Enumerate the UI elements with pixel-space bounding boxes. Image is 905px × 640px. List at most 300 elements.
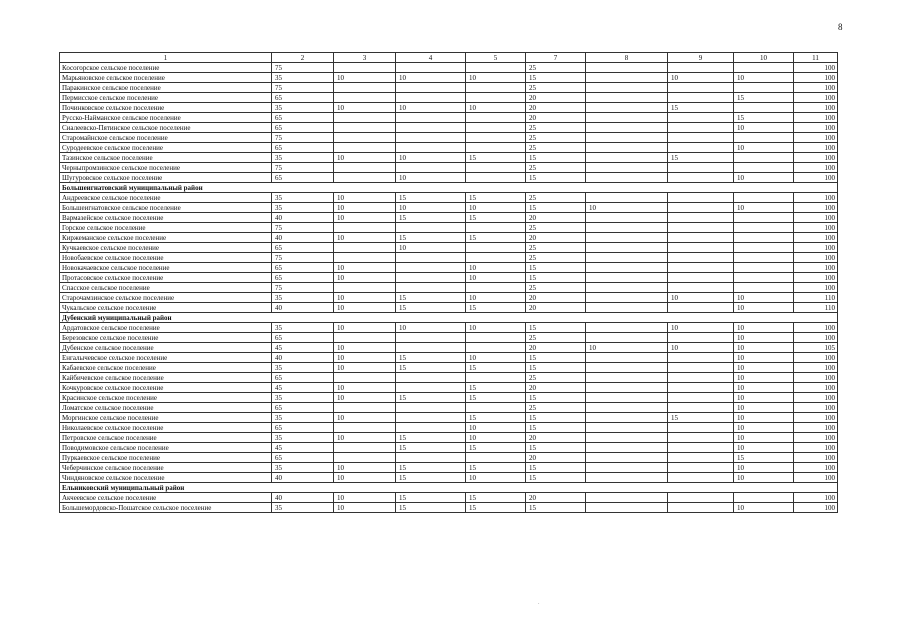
value-cell: 10 bbox=[466, 323, 526, 333]
value-cell bbox=[586, 133, 668, 143]
value-cell: 10 bbox=[334, 383, 396, 393]
value-cell: 10 bbox=[734, 343, 794, 353]
value-cell bbox=[734, 63, 794, 73]
total-cell: 100 bbox=[794, 63, 838, 73]
value-cell: 15 bbox=[526, 393, 586, 403]
value-cell: 10 bbox=[466, 423, 526, 433]
value-cell: 15 bbox=[526, 443, 586, 453]
value-cell: 65 bbox=[272, 263, 334, 273]
value-cell bbox=[396, 163, 466, 173]
value-cell: 15 bbox=[396, 463, 466, 473]
settlement-name: Старомайнское сельское поселение bbox=[60, 133, 272, 143]
value-cell bbox=[586, 253, 668, 263]
value-cell: 15 bbox=[396, 393, 466, 403]
value-cell bbox=[466, 123, 526, 133]
value-cell: 15 bbox=[526, 473, 586, 483]
value-cell: 15 bbox=[734, 93, 794, 103]
value-cell bbox=[586, 413, 668, 423]
settlement-name: Ломатское сельское поселение bbox=[60, 403, 272, 413]
total-cell: 100 bbox=[794, 323, 838, 333]
table-row bbox=[60, 343, 838, 353]
total-cell: 100 bbox=[794, 463, 838, 473]
table-row bbox=[60, 333, 838, 343]
value-cell: 15 bbox=[526, 423, 586, 433]
column-header: 4 bbox=[396, 53, 466, 63]
settlement-name: Паракинское сельское поселение bbox=[60, 83, 272, 93]
value-cell: 65 bbox=[272, 113, 334, 123]
table-row bbox=[60, 163, 838, 173]
settlement-name: Вармазейское сельское поселение bbox=[60, 213, 272, 223]
column-header: 7 bbox=[526, 53, 586, 63]
value-cell: 15 bbox=[466, 213, 526, 223]
value-cell: 35 bbox=[272, 393, 334, 403]
value-cell: 15 bbox=[466, 383, 526, 393]
settlement-name: Пермисское сельское поселение bbox=[60, 93, 272, 103]
value-cell: 10 bbox=[668, 343, 734, 353]
value-cell: 10 bbox=[334, 103, 396, 113]
total-cell: 100 bbox=[794, 503, 838, 513]
value-cell bbox=[734, 103, 794, 113]
settlement-name: Ардатовское сельское поселение bbox=[60, 323, 272, 333]
settlement-name: Николаевское сельское поселение bbox=[60, 423, 272, 433]
value-cell: 10 bbox=[334, 293, 396, 303]
value-cell bbox=[586, 433, 668, 443]
table-row bbox=[60, 323, 838, 333]
value-cell bbox=[334, 403, 396, 413]
value-cell bbox=[586, 173, 668, 183]
value-cell: 10 bbox=[734, 393, 794, 403]
value-cell: 10 bbox=[334, 73, 396, 83]
value-cell: 15 bbox=[396, 363, 466, 373]
table-row bbox=[60, 263, 838, 273]
value-cell: 65 bbox=[272, 273, 334, 283]
table-row bbox=[60, 173, 838, 183]
value-cell bbox=[396, 143, 466, 153]
value-cell: 25 bbox=[526, 143, 586, 153]
value-cell bbox=[396, 373, 466, 383]
total-cell: 100 bbox=[794, 193, 838, 203]
value-cell: 40 bbox=[272, 213, 334, 223]
column-header: 11 bbox=[794, 53, 838, 63]
value-cell bbox=[334, 243, 396, 253]
value-cell: 25 bbox=[526, 193, 586, 203]
value-cell: 75 bbox=[272, 223, 334, 233]
total-cell: 100 bbox=[794, 253, 838, 263]
table-row bbox=[60, 373, 838, 383]
settlement-name: Большемордовско-Пошатское сельское поселение bbox=[60, 503, 272, 513]
value-cell bbox=[466, 113, 526, 123]
value-cell: 10 bbox=[334, 273, 396, 283]
value-cell: 15 bbox=[526, 363, 586, 373]
value-cell bbox=[396, 133, 466, 143]
value-cell: 40 bbox=[272, 493, 334, 503]
value-cell: 10 bbox=[334, 393, 396, 403]
value-cell bbox=[586, 103, 668, 113]
value-cell: 15 bbox=[396, 473, 466, 483]
value-cell bbox=[334, 223, 396, 233]
value-cell: 15 bbox=[466, 233, 526, 243]
value-cell: 75 bbox=[272, 63, 334, 73]
value-cell bbox=[586, 193, 668, 203]
value-cell: 10 bbox=[586, 203, 668, 213]
value-cell: 10 bbox=[734, 383, 794, 393]
value-cell bbox=[586, 93, 668, 103]
value-cell: 65 bbox=[272, 173, 334, 183]
column-header: 1 bbox=[60, 53, 272, 63]
value-cell bbox=[586, 333, 668, 343]
total-cell: 100 bbox=[794, 173, 838, 183]
value-cell: 10 bbox=[668, 293, 734, 303]
value-cell bbox=[586, 263, 668, 273]
value-cell: 40 bbox=[272, 473, 334, 483]
value-cell bbox=[668, 273, 734, 283]
value-cell: 35 bbox=[272, 103, 334, 113]
value-cell: 15 bbox=[396, 503, 466, 513]
value-cell: 10 bbox=[466, 353, 526, 363]
value-cell bbox=[668, 403, 734, 413]
value-cell: 10 bbox=[734, 423, 794, 433]
value-cell: 10 bbox=[734, 353, 794, 363]
value-cell bbox=[586, 233, 668, 243]
value-cell: 10 bbox=[334, 203, 396, 213]
table-row bbox=[60, 453, 838, 463]
table-row bbox=[60, 93, 838, 103]
value-cell bbox=[466, 93, 526, 103]
total-cell: 110 bbox=[794, 293, 838, 303]
value-cell: 10 bbox=[396, 153, 466, 163]
district-header-row bbox=[60, 183, 838, 193]
table-row bbox=[60, 363, 838, 373]
value-cell: 75 bbox=[272, 253, 334, 263]
value-cell: 10 bbox=[334, 433, 396, 443]
value-cell: 35 bbox=[272, 153, 334, 163]
value-cell bbox=[668, 463, 734, 473]
total-cell: 100 bbox=[794, 213, 838, 223]
value-cell bbox=[334, 173, 396, 183]
value-cell bbox=[586, 293, 668, 303]
total-cell: 100 bbox=[794, 203, 838, 213]
allocation-table bbox=[59, 52, 838, 513]
value-cell: 45 bbox=[272, 443, 334, 453]
value-cell bbox=[586, 393, 668, 403]
settlement-name: Акчеевское сельское поселение bbox=[60, 493, 272, 503]
settlement-name: Кайбичевское сельское поселение bbox=[60, 373, 272, 383]
table-row bbox=[60, 503, 838, 513]
value-cell bbox=[586, 353, 668, 363]
total-cell: 100 bbox=[794, 73, 838, 83]
value-cell bbox=[586, 243, 668, 253]
settlement-name: Кочкуровское сельское поселение bbox=[60, 383, 272, 393]
table-row bbox=[60, 303, 838, 313]
column-header: 2 bbox=[272, 53, 334, 63]
total-cell: 100 bbox=[794, 373, 838, 383]
settlement-name: Русско-Найманское сельское поселение bbox=[60, 113, 272, 123]
value-cell: 15 bbox=[526, 413, 586, 423]
value-cell: 20 bbox=[526, 293, 586, 303]
table-row bbox=[60, 83, 838, 93]
value-cell bbox=[396, 333, 466, 343]
value-cell: 10 bbox=[466, 473, 526, 483]
value-cell: 65 bbox=[272, 333, 334, 343]
total-cell: 100 bbox=[794, 433, 838, 443]
total-cell: 100 bbox=[794, 133, 838, 143]
value-cell: 10 bbox=[334, 343, 396, 353]
value-cell: 20 bbox=[526, 453, 586, 463]
value-cell: 25 bbox=[526, 63, 586, 73]
value-cell: 65 bbox=[272, 93, 334, 103]
value-cell bbox=[334, 143, 396, 153]
value-cell: 10 bbox=[396, 73, 466, 83]
value-cell: 10 bbox=[466, 103, 526, 113]
column-header: 9 bbox=[668, 53, 734, 63]
value-cell: 15 bbox=[526, 263, 586, 273]
value-cell: 10 bbox=[734, 503, 794, 513]
value-cell bbox=[334, 333, 396, 343]
value-cell: 15 bbox=[526, 463, 586, 473]
table-row bbox=[60, 63, 838, 73]
value-cell bbox=[586, 213, 668, 223]
total-cell: 105 bbox=[794, 343, 838, 353]
total-cell: 100 bbox=[794, 113, 838, 123]
value-cell: 10 bbox=[396, 173, 466, 183]
value-cell bbox=[466, 63, 526, 73]
value-cell: 35 bbox=[272, 463, 334, 473]
value-cell bbox=[396, 263, 466, 273]
settlement-name: Чиндяновское сельское поселение bbox=[60, 473, 272, 483]
value-cell bbox=[396, 413, 466, 423]
value-cell bbox=[466, 373, 526, 383]
value-cell bbox=[586, 363, 668, 373]
table-row bbox=[60, 413, 838, 423]
table-row bbox=[60, 143, 838, 153]
value-cell: 15 bbox=[396, 193, 466, 203]
value-cell bbox=[668, 163, 734, 173]
value-cell bbox=[668, 373, 734, 383]
settlement-name: Чеберчинское сельское поселение bbox=[60, 463, 272, 473]
value-cell bbox=[466, 143, 526, 153]
value-cell: 20 bbox=[526, 113, 586, 123]
value-cell bbox=[734, 233, 794, 243]
column-header: 5 bbox=[466, 53, 526, 63]
value-cell: 10 bbox=[396, 323, 466, 333]
value-cell: 10 bbox=[466, 273, 526, 283]
settlement-name: Дубенское сельское поселение bbox=[60, 343, 272, 353]
settlement-name: Красинское сельское поселение bbox=[60, 393, 272, 403]
value-cell bbox=[334, 113, 396, 123]
value-cell: 25 bbox=[526, 163, 586, 173]
value-cell bbox=[396, 343, 466, 353]
total-cell: 100 bbox=[794, 353, 838, 363]
value-cell: 10 bbox=[734, 73, 794, 83]
value-cell bbox=[466, 283, 526, 293]
value-cell bbox=[734, 213, 794, 223]
value-cell bbox=[668, 63, 734, 73]
table-row bbox=[60, 423, 838, 433]
value-cell bbox=[334, 133, 396, 143]
value-cell: 15 bbox=[396, 493, 466, 503]
value-cell bbox=[334, 253, 396, 263]
value-cell: 10 bbox=[734, 123, 794, 133]
value-cell: 20 bbox=[526, 433, 586, 443]
table-row bbox=[60, 213, 838, 223]
table-row bbox=[60, 443, 838, 453]
value-cell: 10 bbox=[334, 473, 396, 483]
settlement-name: Кучкаевское сельское поселение bbox=[60, 243, 272, 253]
settlement-name: Петровское сельское поселение bbox=[60, 433, 272, 443]
value-cell bbox=[586, 423, 668, 433]
table-row bbox=[60, 353, 838, 363]
value-cell bbox=[466, 133, 526, 143]
settlement-name: Березовское сельское поселение bbox=[60, 333, 272, 343]
district-header-row bbox=[60, 483, 838, 493]
value-cell bbox=[586, 73, 668, 83]
page-number: 8 bbox=[838, 22, 843, 32]
settlement-name: Сиалеевско-Пятинское сельское поселение bbox=[60, 123, 272, 133]
settlement-name: Киржеманское сельское поселение bbox=[60, 233, 272, 243]
value-cell bbox=[668, 223, 734, 233]
table-row bbox=[60, 283, 838, 293]
value-cell bbox=[668, 203, 734, 213]
value-cell bbox=[586, 123, 668, 133]
value-cell: 75 bbox=[272, 83, 334, 93]
settlement-name: Суродеевское сельское поселение bbox=[60, 143, 272, 153]
value-cell bbox=[668, 243, 734, 253]
settlement-name: Починковское сельское поселение bbox=[60, 103, 272, 113]
value-cell bbox=[668, 133, 734, 143]
value-cell: 15 bbox=[466, 413, 526, 423]
value-cell: 15 bbox=[466, 443, 526, 453]
value-cell: 10 bbox=[586, 343, 668, 353]
footer-mark: . bbox=[538, 600, 540, 606]
value-cell: 10 bbox=[334, 463, 396, 473]
settlement-name: Поводимовское сельское поселение bbox=[60, 443, 272, 453]
settlement-name: Чукальское сельское поселение bbox=[60, 303, 272, 313]
table-row bbox=[60, 493, 838, 503]
value-cell bbox=[586, 163, 668, 173]
value-cell: 15 bbox=[396, 293, 466, 303]
value-cell: 25 bbox=[526, 373, 586, 383]
value-cell: 25 bbox=[526, 133, 586, 143]
value-cell: 15 bbox=[466, 463, 526, 473]
value-cell bbox=[466, 453, 526, 463]
value-cell: 15 bbox=[466, 493, 526, 503]
value-cell bbox=[586, 323, 668, 333]
value-cell: 20 bbox=[526, 343, 586, 353]
value-cell: 10 bbox=[334, 413, 396, 423]
value-cell bbox=[396, 223, 466, 233]
total-cell: 100 bbox=[794, 393, 838, 403]
value-cell bbox=[734, 243, 794, 253]
table-row bbox=[60, 393, 838, 403]
value-cell bbox=[586, 383, 668, 393]
value-cell bbox=[734, 253, 794, 263]
value-cell bbox=[734, 193, 794, 203]
value-cell: 20 bbox=[526, 303, 586, 313]
value-cell: 10 bbox=[466, 73, 526, 83]
total-cell: 100 bbox=[794, 223, 838, 233]
value-cell: 10 bbox=[734, 373, 794, 383]
value-cell: 10 bbox=[668, 73, 734, 83]
value-cell: 10 bbox=[334, 303, 396, 313]
value-cell: 15 bbox=[526, 153, 586, 163]
value-cell: 40 bbox=[272, 353, 334, 363]
value-cell: 10 bbox=[466, 263, 526, 273]
value-cell bbox=[334, 63, 396, 73]
value-cell: 10 bbox=[334, 193, 396, 203]
total-cell: 100 bbox=[794, 233, 838, 243]
value-cell bbox=[396, 453, 466, 463]
value-cell: 20 bbox=[526, 493, 586, 503]
total-cell: 100 bbox=[794, 443, 838, 453]
value-cell bbox=[668, 93, 734, 103]
value-cell: 10 bbox=[466, 433, 526, 443]
value-cell: 65 bbox=[272, 123, 334, 133]
value-cell bbox=[586, 63, 668, 73]
value-cell bbox=[668, 353, 734, 363]
value-cell: 35 bbox=[272, 363, 334, 373]
value-cell bbox=[396, 403, 466, 413]
value-cell: 10 bbox=[334, 353, 396, 363]
total-cell: 100 bbox=[794, 473, 838, 483]
value-cell bbox=[586, 113, 668, 123]
value-cell: 10 bbox=[466, 203, 526, 213]
value-cell bbox=[334, 443, 396, 453]
total-cell: 100 bbox=[794, 273, 838, 283]
value-cell bbox=[396, 283, 466, 293]
value-cell bbox=[466, 253, 526, 263]
value-cell: 15 bbox=[396, 233, 466, 243]
value-cell: 15 bbox=[526, 503, 586, 513]
value-cell: 10 bbox=[734, 143, 794, 153]
value-cell bbox=[668, 233, 734, 243]
value-cell: 15 bbox=[396, 353, 466, 363]
value-cell bbox=[734, 153, 794, 163]
value-cell bbox=[334, 283, 396, 293]
settlement-name: Горское сельское поселение bbox=[60, 223, 272, 233]
value-cell: 40 bbox=[272, 233, 334, 243]
value-cell bbox=[396, 423, 466, 433]
value-cell bbox=[334, 373, 396, 383]
value-cell bbox=[586, 373, 668, 383]
value-cell: 15 bbox=[466, 503, 526, 513]
value-cell bbox=[466, 343, 526, 353]
value-cell: 65 bbox=[272, 243, 334, 253]
table-row bbox=[60, 273, 838, 283]
value-cell bbox=[396, 113, 466, 123]
total-cell: 100 bbox=[794, 143, 838, 153]
total-cell: 100 bbox=[794, 263, 838, 273]
settlement-name: Кабаевское сельское поселение bbox=[60, 363, 272, 373]
table-row bbox=[60, 223, 838, 233]
value-cell bbox=[334, 423, 396, 433]
value-cell bbox=[334, 123, 396, 133]
table-row bbox=[60, 473, 838, 483]
value-cell: 10 bbox=[334, 493, 396, 503]
value-cell: 10 bbox=[734, 463, 794, 473]
value-cell: 75 bbox=[272, 283, 334, 293]
value-cell: 40 bbox=[272, 303, 334, 313]
value-cell: 10 bbox=[334, 263, 396, 273]
value-cell: 15 bbox=[526, 353, 586, 363]
settlement-name: Спасское сельское поселение bbox=[60, 283, 272, 293]
table-row bbox=[60, 403, 838, 413]
district-name: Дубенский муниципальный район bbox=[60, 313, 838, 323]
value-cell bbox=[668, 423, 734, 433]
value-cell bbox=[586, 273, 668, 283]
value-cell: 15 bbox=[466, 153, 526, 163]
value-cell bbox=[466, 173, 526, 183]
table-row bbox=[60, 243, 838, 253]
